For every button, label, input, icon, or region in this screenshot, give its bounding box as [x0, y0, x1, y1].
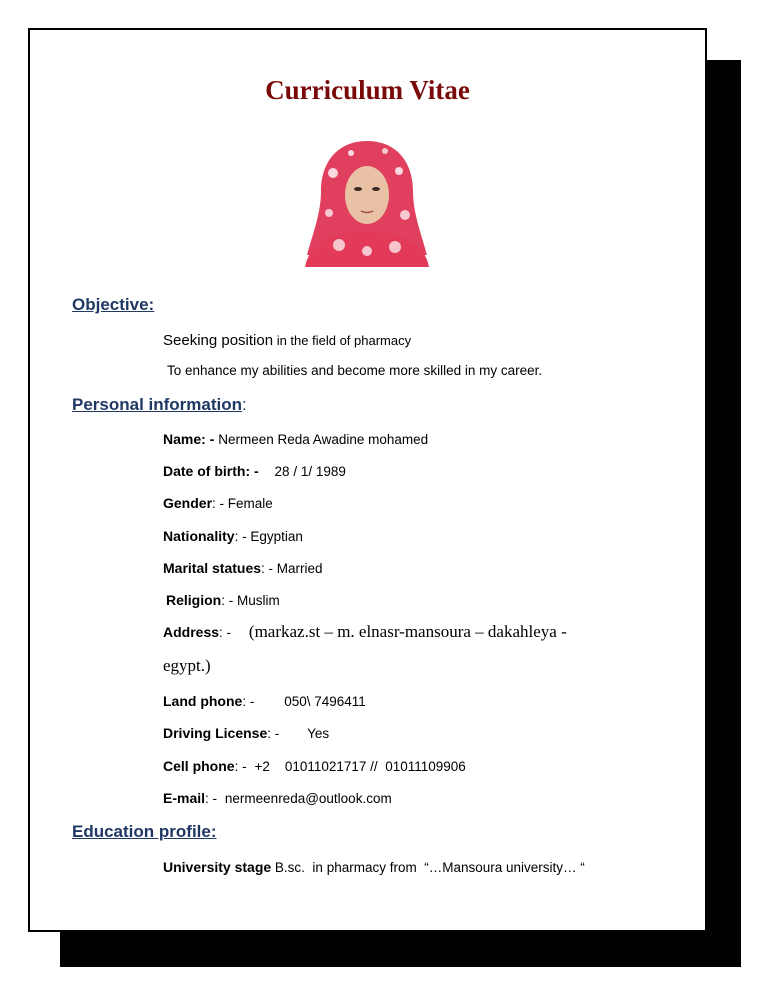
email-row [163, 790, 392, 806]
page-shadow-right [707, 60, 741, 967]
land-phone-sep: : - [242, 694, 255, 709]
driving-label: Driving License [163, 725, 268, 741]
address-sep: : - [219, 625, 232, 640]
name-value: Nermeen Reda Awadine mohamed [218, 432, 429, 447]
page-shadow-bottom [60, 932, 741, 967]
marital-row [163, 560, 323, 576]
marital-value: : - Married [261, 561, 323, 576]
cell-phone-label: Cell phone [163, 758, 235, 774]
driving-row [163, 725, 329, 741]
land-phone-label: Land phone [163, 693, 243, 709]
address-value-2: egypt.) [163, 656, 211, 675]
cell-phone-row [163, 758, 466, 774]
university-row [163, 859, 585, 875]
objective-line-1a: Seeking position [163, 332, 274, 349]
education-heading: Education profile: [72, 822, 217, 841]
religion-label: Religion [166, 592, 222, 608]
driving-value: Yes [307, 726, 330, 741]
objective-heading: Objective: [72, 295, 155, 314]
religion-row [166, 592, 280, 608]
university-label: University stage [163, 859, 272, 875]
name-row [163, 431, 428, 447]
address-row [163, 622, 567, 642]
document-title: Curriculum Vitae [265, 75, 470, 105]
university-value: B.sc. in pharmacy from “…Mansoura university… “ [271, 860, 585, 875]
marital-label: Marital statues [163, 560, 262, 576]
dob-row [163, 463, 346, 479]
dob-value: 28 / 1/ 1989 [274, 464, 346, 479]
nationality-value: : - Egyptian [234, 529, 303, 544]
objective-line-2: To enhance my abilities and become more skilled in my career. [167, 363, 543, 378]
personal-heading-text: Personal information [72, 395, 243, 414]
name-label: Name: - [163, 431, 215, 447]
nationality-row [163, 528, 303, 544]
cell-phone-value: +2 01011021717 // 01011109906 [254, 759, 466, 774]
personal-heading [72, 395, 247, 415]
gender-label: Gender [163, 495, 213, 511]
address-value-1: (markaz.st – m. elnasr-mansoura – dakahleya - [248, 622, 567, 641]
driving-sep: : - [267, 726, 280, 741]
personal-heading-colon: : [242, 395, 247, 414]
land-phone-row [163, 693, 366, 709]
email-sep: : - [205, 791, 218, 806]
cv-page [28, 28, 707, 932]
email-value: nermeenreda@outlook.com [224, 791, 392, 806]
gender-value: : - Female [212, 496, 273, 511]
religion-value: : - Muslim [221, 593, 280, 608]
dob-label: Date of birth: - [163, 463, 259, 479]
address-label: Address [163, 624, 220, 640]
cell-phone-sep: : - [234, 759, 247, 774]
nationality-label: Nationality [163, 528, 235, 544]
profile-photo [299, 133, 435, 267]
objective-line-1 [163, 332, 411, 349]
gender-row [163, 495, 273, 511]
land-phone-value: 050\ 7496411 [284, 694, 366, 709]
objective-line-1b: in the field of pharmacy [273, 333, 412, 348]
email-label: E-mail [163, 790, 206, 806]
